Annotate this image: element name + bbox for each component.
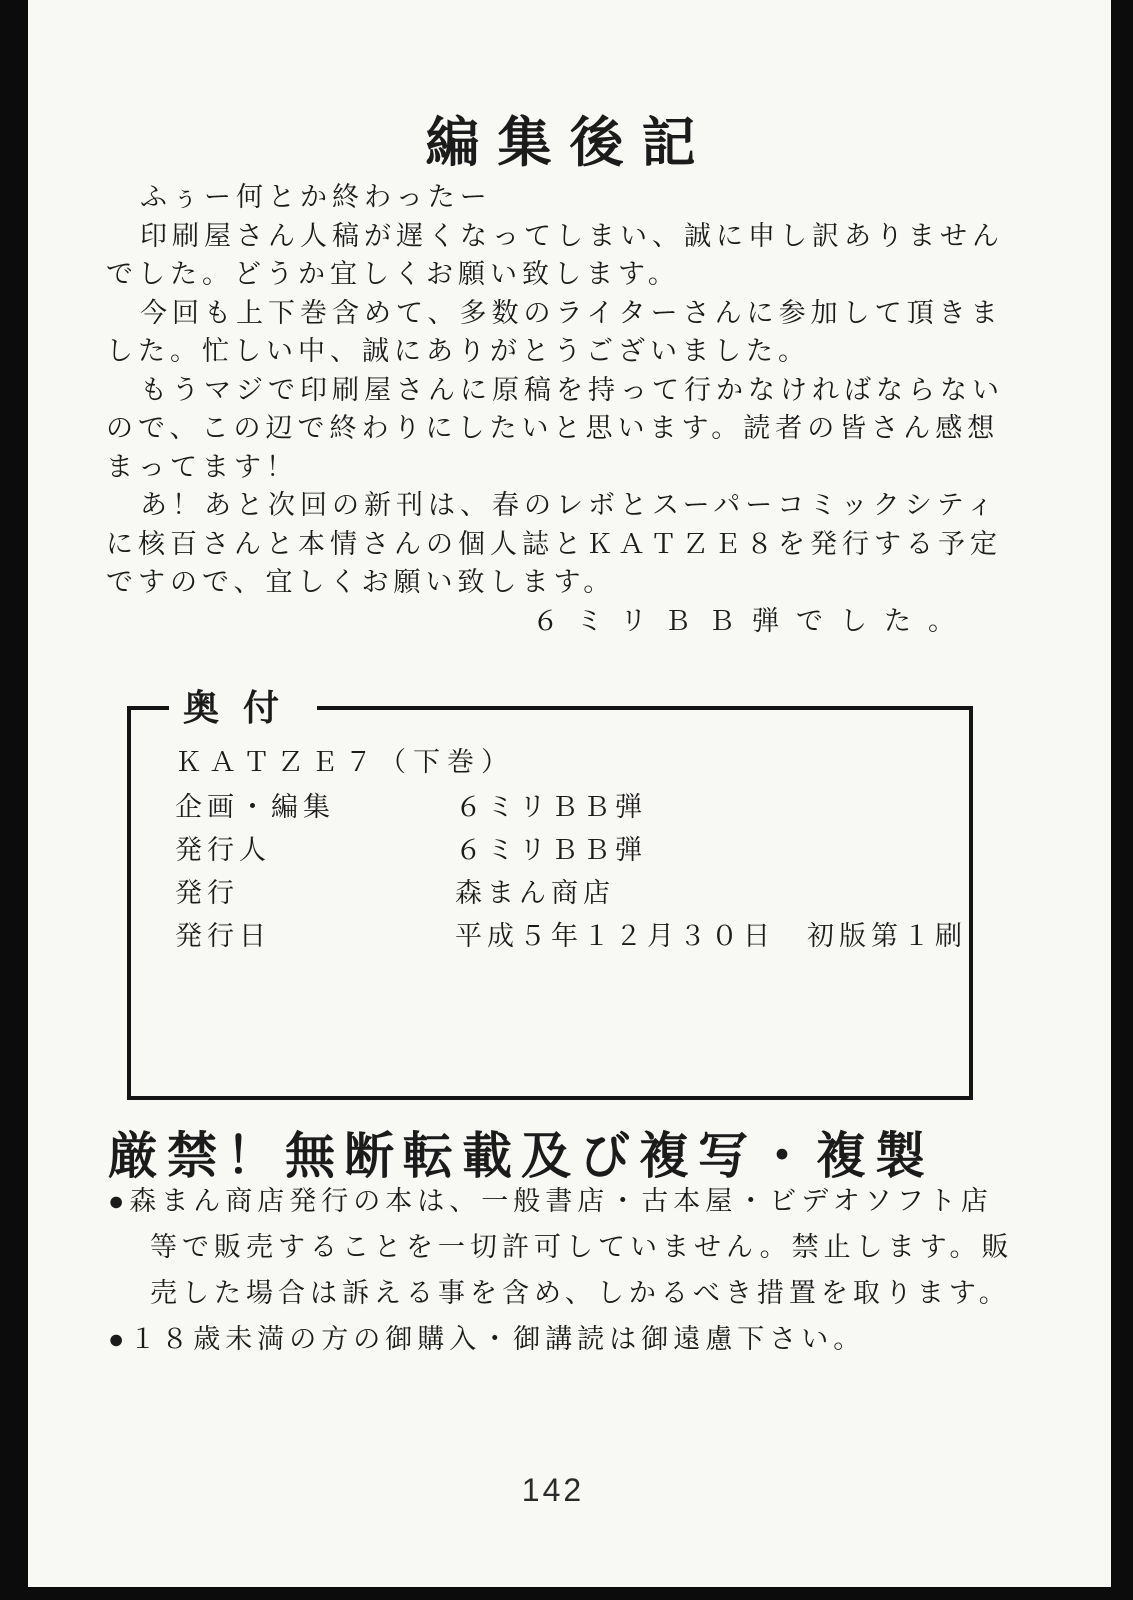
afterword-signoff: ６ミリＢＢ弾でした。 — [532, 605, 972, 636]
afterword-line: した。忙しい中、誠にありがとうございました。 — [106, 336, 810, 366]
warning-body — [108, 1178, 1038, 1362]
colophon-book-title: ＫＡＴＺＥ７（下巻） — [175, 747, 515, 777]
warning-line: ●１８歳未満の方の御購入・御講読は御遠慮下さい。 — [108, 1324, 866, 1354]
colophon-row-label: 発行 — [175, 878, 239, 908]
afterword-line: でした。どうか宜しくお願い致します。 — [106, 259, 680, 289]
colophon-row-value: ６ミリＢＢ弾 — [455, 835, 647, 865]
warning-line: ●森まん商店発行の本は、一般書店・古本屋・ビデオソフト店 — [108, 1186, 993, 1216]
colophon-row-label: 発行日 — [175, 921, 271, 951]
afterword-line: に核百さんと本情さんの個人誌とＫＡＴＺＥ８を発行する予定 — [106, 528, 1002, 559]
afterword-line: あ！あと次回の新刊は、春のレボとスーパーコミックシティ — [140, 490, 999, 520]
colophon-row-planning — [175, 792, 969, 822]
colophon-row-value: 森まん商店 — [455, 878, 615, 908]
afterword-line: まってます！ — [106, 451, 298, 482]
colophon-box — [127, 688, 973, 1100]
warning-line: 等で販売することを一切許可していません。禁止します。販 — [150, 1232, 1014, 1262]
warning-line: 売した場合は訴える事を含め、しかるべき措置を取ります。 — [150, 1278, 1011, 1308]
colophon-row-label: 企画・編集 — [175, 792, 335, 822]
colophon-row-publish-date — [175, 921, 969, 951]
afterword-title: 編集後記 — [425, 113, 714, 173]
colophon-label: 奥付 — [169, 685, 317, 731]
afterword-line: ですので、宜しくお願い致します。 — [106, 567, 616, 597]
afterword-body — [106, 178, 1024, 640]
warning-title: 厳禁！無断転載及び複写・複製 — [108, 1128, 934, 1184]
page-number: 142 — [521, 1472, 585, 1508]
scan-edge-bottom — [0, 1587, 1133, 1600]
afterword-line: 印刷屋さん人稿が遅くなってしまい、誠に申し訳ありません — [140, 220, 1004, 251]
colophon-row-value: 平成５年１２月３０日 初版第１刷 — [455, 921, 967, 951]
colophon-row-label: 発行人 — [175, 835, 271, 865]
colophon-row-value: ６ミリＢＢ弾 — [455, 792, 647, 822]
colophon-row-publisher — [175, 878, 969, 908]
colophon-row-publisher-person — [175, 835, 969, 865]
scan-edge-left — [0, 0, 28, 1600]
afterword-line: もうマジで印刷屋さんに原稿を持って行かなければならない — [140, 374, 1004, 405]
scan-edge-right — [1111, 0, 1133, 1600]
afterword-line: ふぅー何とか終わったー — [140, 182, 492, 212]
afterword-line: ので、この辺で終わりにしたいと思います。読者の皆さん感想 — [106, 413, 1000, 443]
afterword-line: 今回も上下巻含めて、多数のライターさんに参加して頂きま — [140, 297, 1003, 328]
